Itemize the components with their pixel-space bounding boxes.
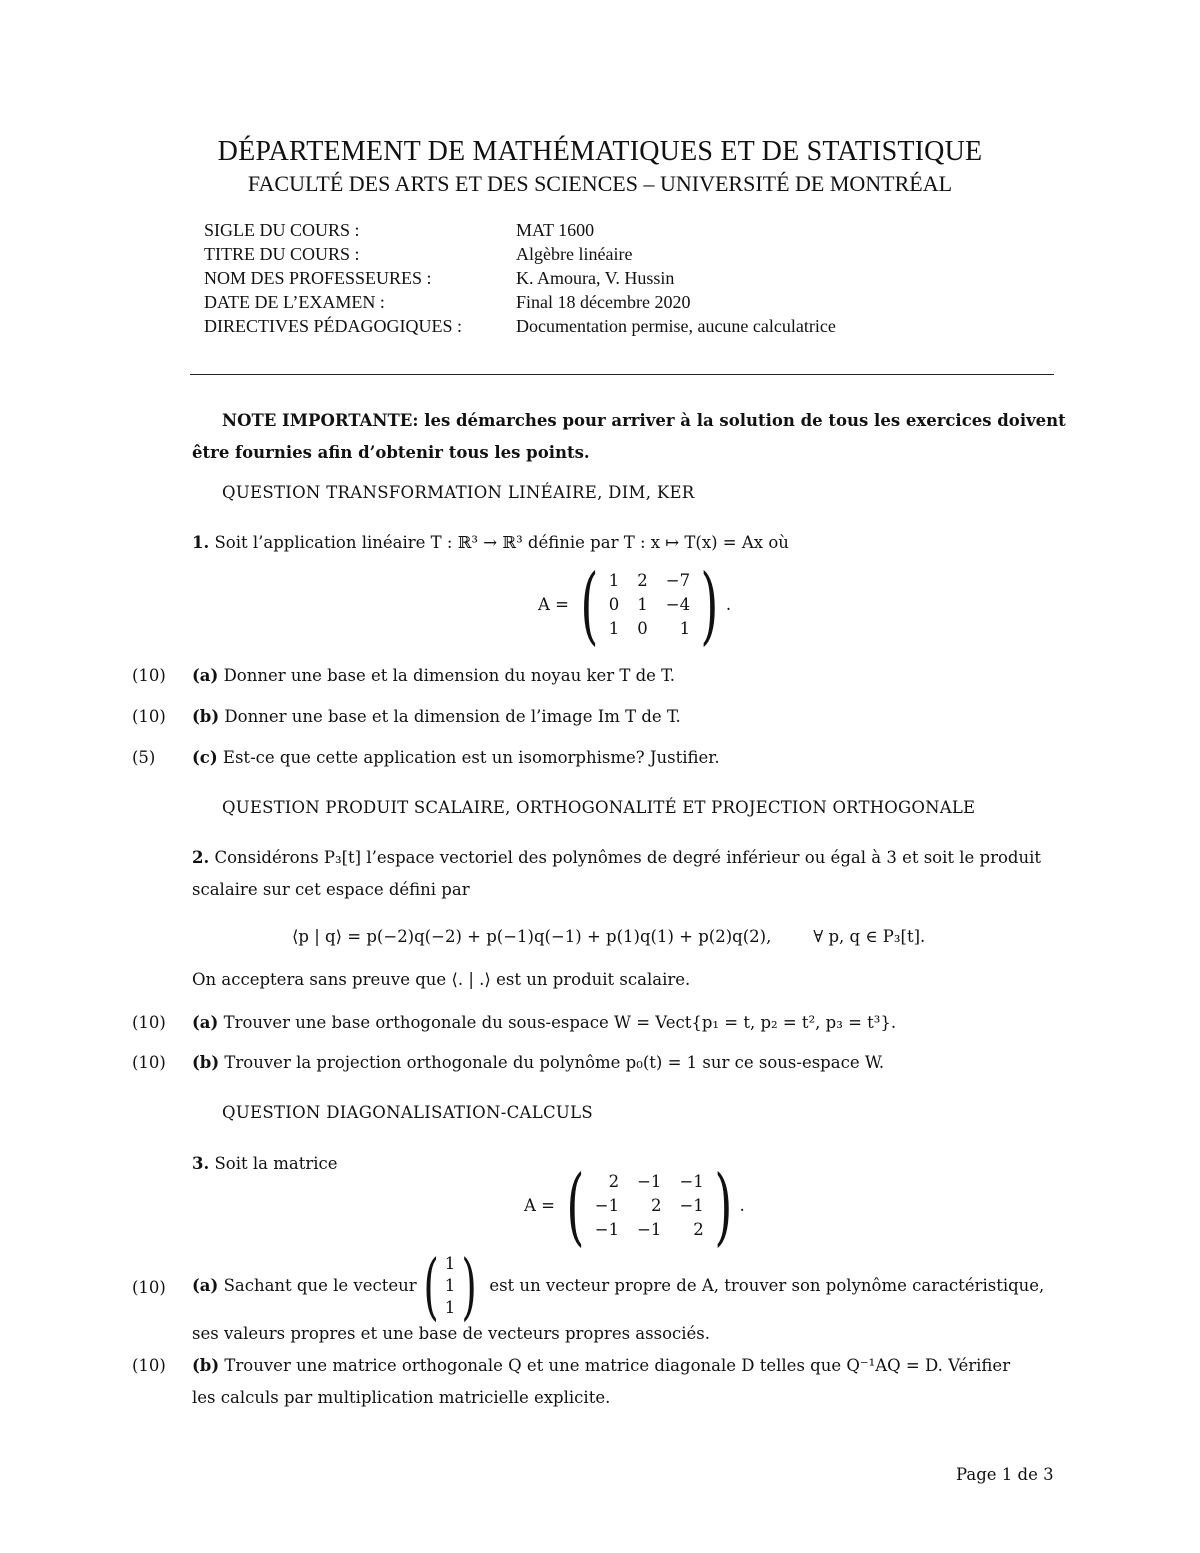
vector-cell: 1 — [444, 1298, 456, 1317]
info-value: K. Amoura, V. Hussin — [516, 268, 675, 288]
matrix-cell: 2 — [693, 1220, 704, 1239]
q2-accept: On acceptera sans preuve que ⟨. | .⟩ est un produit scalaire. — [192, 970, 691, 989]
q1-intro-text: Soit l’application linéaire T : ℝ³ → ℝ³ définie par T : x ↦ T(x) = Ax où — [214, 533, 789, 552]
info-label: DATE DE L’EXAMEN : — [204, 292, 385, 312]
points: (10) — [132, 1278, 166, 1297]
matrix-cell: 1 — [608, 571, 620, 590]
info-label: TITRE DU COURS : — [204, 244, 360, 264]
info-value: Documentation permise, aucune calculatrice — [516, 316, 836, 336]
vector-table — [437, 1253, 464, 1319]
matrix-cell: −1 — [679, 1196, 704, 1215]
part-text: Donner une base et la dimension du noyau ker T de T. — [223, 666, 676, 685]
q1-matrix — [538, 556, 732, 654]
q1c — [192, 747, 720, 769]
q2-intro-text: Considérons P₃[t] l’espace vectoriel des polynômes de degré inférieur ou égal à 3 et soit le produit — [214, 848, 1042, 867]
q2a — [192, 1012, 896, 1034]
matrix-label: A = — [524, 1196, 555, 1215]
points: (10) — [132, 1356, 166, 1375]
matrix-cell: 0 — [637, 619, 648, 638]
part-text: Trouver une base orthogonale du sous-espace W = Vect{p₁ = t, p₂ = t², p₃ = t³}. — [223, 1013, 897, 1032]
q3b-line1 — [192, 1355, 1010, 1377]
divider — [190, 374, 1054, 375]
q3b-line2: les calculs par multiplication matricielle explicite. — [192, 1388, 611, 1407]
points: (10) — [132, 666, 166, 685]
period: . — [725, 595, 732, 614]
part-text: Donner une base et la dimension de l’image Im T de T. — [224, 707, 681, 726]
matrix-label: A = — [538, 595, 569, 614]
points: (10) — [132, 1013, 166, 1032]
info-label: DIRECTIVES PÉDAGOGIQUES : — [204, 316, 462, 336]
q2-heading: QUESTION PRODUIT SCALAIRE, ORTHOGONALITÉ ET PROJECTION ORTHOGONALE — [222, 798, 976, 817]
info-label: NOM DES PROFESSEURES : — [204, 268, 432, 288]
part-text: Trouver la projection orthogonale du polynôme p₀(t) = 1 sur ce sous-espace W. — [224, 1053, 885, 1072]
part-letter: (b) — [192, 707, 220, 726]
q1-intro — [192, 532, 789, 554]
part-letter: (a) — [192, 666, 219, 685]
matrix-cell: −1 — [594, 1220, 620, 1239]
vector-cell: 1 — [444, 1276, 456, 1295]
q2-intro-line1 — [192, 847, 1041, 869]
part-letter: (b) — [192, 1053, 220, 1072]
period: . — [739, 1196, 745, 1215]
matrix-cell: −1 — [679, 1172, 704, 1191]
info-label: SIGLE DU COURS : — [204, 220, 360, 240]
left-paren: ( — [566, 1157, 585, 1255]
q3a-start — [192, 1275, 417, 1297]
important-note-line1: NOTE IMPORTANTE: les démarches pour arriver à la solution de tous les exercices doivent — [222, 411, 1066, 430]
q3-intro-text: Soit la matrice — [214, 1154, 338, 1173]
matrix-cell: 1 — [608, 619, 620, 638]
q2-formula: ⟨p | q⟩ = p(−2)q(−2) + p(−1)q(−1) + p(1)q(1) + p(2)q(2), ∀ p, q ∈ P₃[t]. — [292, 927, 926, 946]
q3-intro — [192, 1153, 338, 1175]
q3-heading: QUESTION DIAGONALISATION-CALCULS — [222, 1103, 593, 1122]
course-info-values — [516, 218, 836, 338]
q3a-line2: ses valeurs propres et une base de vecteurs propres associés. — [192, 1324, 710, 1343]
matrix-cell: −1 — [594, 1196, 620, 1215]
right-paren: ) — [714, 1157, 733, 1255]
points: (10) — [132, 1053, 166, 1072]
matrix-cell: 0 — [608, 595, 620, 614]
q2-number: 2. — [192, 848, 210, 867]
q3-matrix — [524, 1157, 745, 1255]
right-paren: ) — [700, 556, 719, 654]
left-paren: ( — [580, 556, 599, 654]
matrix-cell: −4 — [665, 595, 691, 614]
q2b — [192, 1052, 884, 1074]
matrix-cell: 2 — [637, 571, 648, 590]
part-text: Est-ce que cette application est un isomorphisme? Justifier. — [222, 748, 720, 767]
q3-number: 3. — [192, 1154, 210, 1173]
q1b — [192, 706, 681, 728]
matrix-table — [600, 569, 699, 641]
points: (5) — [132, 748, 156, 767]
matrix-cell: 1 — [679, 619, 691, 638]
matrix-cell: −1 — [637, 1172, 662, 1191]
q1-heading: QUESTION TRANSFORMATION LINÉAIRE, DIM, KER — [222, 483, 695, 502]
info-value: Final 18 décembre 2020 — [516, 292, 691, 312]
part-text: est un vecteur propre de A, trouver son polynôme caractéristique, — [489, 1276, 1045, 1295]
part-text: Sachant que le vecteur — [223, 1276, 417, 1295]
matrix-cell: 2 — [650, 1196, 662, 1215]
matrix-cell: 1 — [637, 595, 648, 614]
part-letter: (c) — [192, 748, 218, 767]
part-letter: (a) — [192, 1276, 219, 1295]
info-value: Algèbre linéaire — [516, 244, 633, 264]
q2-intro-line2: scalaire sur cet espace défini par — [192, 880, 470, 899]
course-info-labels — [204, 218, 462, 338]
left-paren: ( — [422, 1244, 439, 1328]
important-note-line2: être fournies afin d’obtenir tous les points. — [192, 443, 590, 462]
right-paren: ) — [461, 1244, 478, 1328]
q1a — [192, 665, 675, 687]
part-letter: (b) — [192, 1356, 220, 1375]
vector-cell: 1 — [444, 1254, 456, 1273]
matrix-cell: −7 — [665, 571, 691, 590]
matrix-cell: −1 — [637, 1220, 662, 1239]
matrix-cell: 2 — [608, 1172, 620, 1191]
page-title: DÉPARTEMENT DE MATHÉMATIQUES ET DE STATISTIQUE — [217, 136, 983, 167]
matrix-table — [586, 1170, 713, 1242]
part-letter: (a) — [192, 1013, 219, 1032]
info-value: MAT 1600 — [516, 220, 595, 240]
part-text: Trouver une matrice orthogonale Q et une matrice diagonale D telles que Q⁻¹AQ = D. Vérifier — [224, 1356, 1011, 1375]
q3a — [192, 1244, 1045, 1328]
page-number: Page 1 de 3 — [956, 1465, 1054, 1484]
page-subtitle: FACULTÉ DES ARTS ET DES SCIENCES – UNIVERSITÉ DE MONTRÉAL — [247, 171, 953, 196]
q1-number: 1. — [192, 533, 210, 552]
points: (10) — [132, 707, 166, 726]
